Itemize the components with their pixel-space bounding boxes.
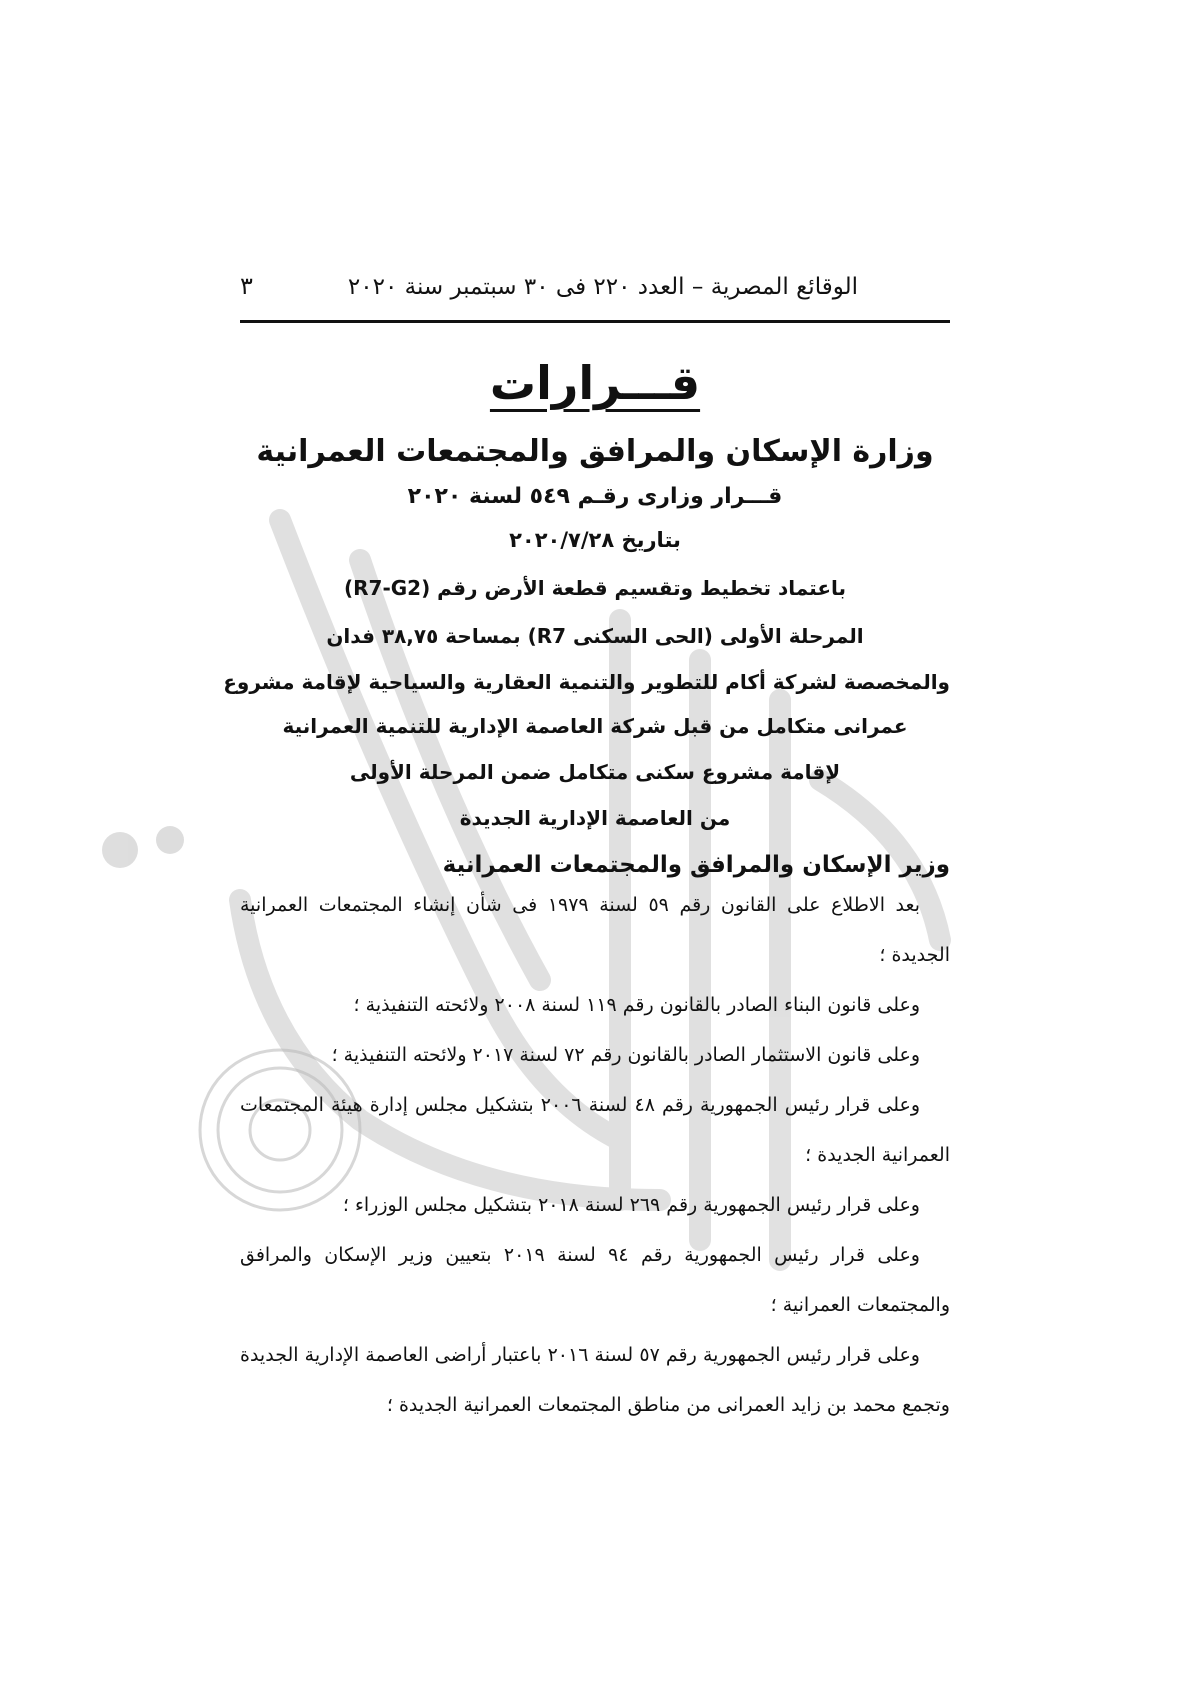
subject-line: عمرانى متكامل من قبل شركة العاصمة الإدارية للتنمية العمرانية bbox=[282, 714, 908, 738]
subject-line: من العاصمة الإدارية الجديدة bbox=[459, 806, 731, 830]
header-rule bbox=[240, 320, 950, 323]
decree-body bbox=[240, 880, 950, 1430]
subject-line: لإقامة مشروع سكنى متكامل ضمن المرحلة الأولى bbox=[349, 760, 841, 784]
subject-line: والمخصصة لشركة أكام للتطوير والتنمية العقارية والسياحية لإقامة مشروع bbox=[223, 670, 950, 694]
decree-date: بتاريخ ٢٠٢٠/٧/٢٨ bbox=[509, 528, 681, 552]
page-number: ٣ bbox=[240, 272, 253, 300]
preamble-paragraph: وعلى قرار رئيس الجمهورية رقم ٥٧ لسنة ٢٠١٦ باعتبار أراضى العاصمة الإدارية الجديدة وتجمع محمد بن زايد العمرانى من مناطق المجتمعات العمرانية الجديدة ؛ bbox=[240, 1344, 950, 1416]
subject-line: المرحلة الأولى (الحى السكنى R7) بمساحة ٣٨,٧٥ فدان bbox=[326, 624, 864, 648]
preamble-paragraph: وعلى قانون الاستثمار الصادر بالقانون رقم ٧٢ لسنة ٢٠١٧ ولائحته التنفيذية ؛ bbox=[331, 1044, 920, 1066]
section-title: قـــرارات bbox=[489, 356, 701, 410]
preamble-paragraph: وعلى قرار رئيس الجمهورية رقم ٤٨ لسنة ٢٠٠٦ بتشكيل مجلس إدارة هيئة المجتمعات العمرانية الجديدة ؛ bbox=[240, 1094, 950, 1166]
subject-line: باعتماد تخطيط وتقسيم قطعة الأرض رقم (R7-G2) bbox=[343, 576, 846, 600]
running-title: الوقائع المصرية – العدد ٢٢٠ فى ٣٠ سبتمبر سنة ٢٠٢٠ bbox=[347, 274, 858, 300]
preamble-paragraph: بعد الاطلاع على القانون رقم ٥٩ لسنة ١٩٧٩ فى شأن إنشاء المجتمعات العمرانية الجديدة ؛ bbox=[240, 894, 950, 966]
preamble-paragraph: وعلى قرار رئيس الجمهورية رقم ٩٤ لسنة ٢٠١٩ بتعيين وزير الإسكان والمرافق والمجتمعات العمرانية ؛ bbox=[240, 1244, 950, 1316]
preamble-paragraph: وعلى قرار رئيس الجمهورية رقم ٢٦٩ لسنة ٢٠١٨ بتشكيل مجلس الوزراء ؛ bbox=[342, 1194, 920, 1216]
issuer-title: وزير الإسكان والمرافق والمجتمعات العمرانية bbox=[442, 852, 950, 878]
running-header bbox=[240, 268, 950, 316]
ministry-title: وزارة الإسكان والمرافق والمجتمعات العمرانية bbox=[256, 434, 934, 469]
preamble-paragraph: وعلى قانون البناء الصادر بالقانون رقم ١١٩ لسنة ٢٠٠٨ ولائحته التنفيذية ؛ bbox=[353, 994, 920, 1016]
decree-number: قـــرار وزارى رقـم ٥٤٩ لسنة ٢٠٢٠ bbox=[407, 484, 783, 509]
